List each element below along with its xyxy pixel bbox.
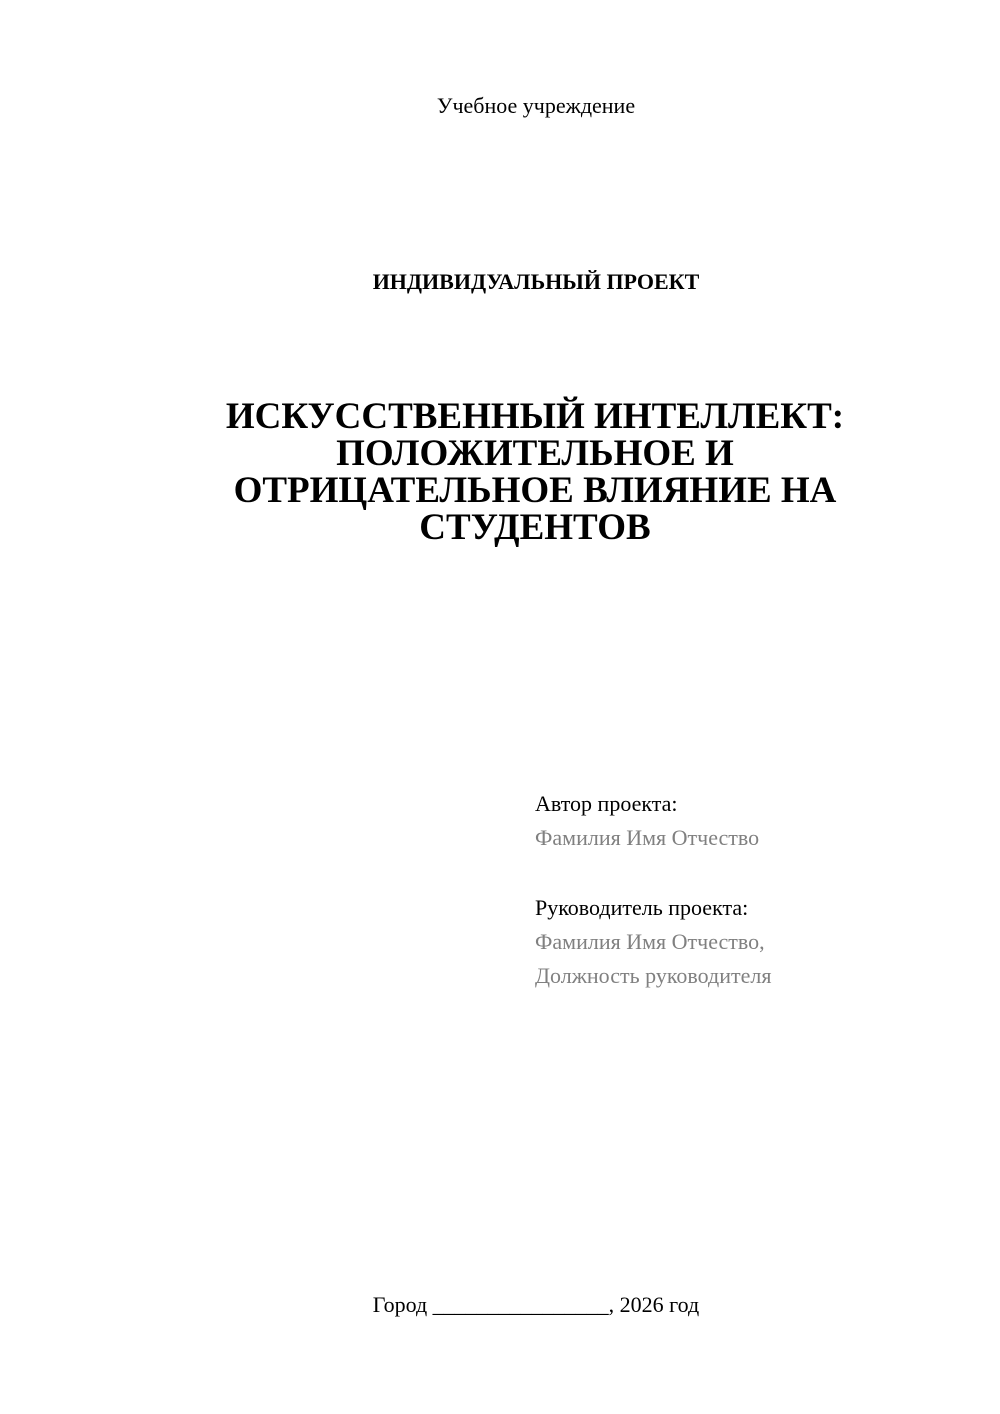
project-title-line: СТУДЕНТОВ [419, 507, 651, 548]
institution-name: Учебное учреждение [436, 93, 636, 118]
author-label: Автор проекта: [535, 791, 678, 816]
project-title-line: ПОЛОЖИТЕЛЬНОЕ И [336, 433, 734, 474]
supervisor-label: Руководитель проекта: [535, 895, 749, 920]
city-blank-line: ________________ [432, 1292, 609, 1317]
city-label: Город [372, 1292, 428, 1317]
credits-block [535, 787, 975, 993]
year-text: , 2026 год [608, 1292, 700, 1317]
project-title-line: ИСКУССТВЕННЫЙ ИНТЕЛЛЕКТ: [225, 396, 845, 437]
footer-city-year [0, 1290, 1000, 1320]
project-title [180, 398, 890, 546]
supervisor-name: Фамилия Имя Отчество, [535, 929, 765, 954]
author-name: Фамилия Имя Отчество [535, 825, 760, 850]
project-title-line: ОТРИЦАТЕЛЬНОЕ ВЛИЯНИЕ НА [233, 470, 837, 511]
credits-spacer [535, 855, 975, 891]
document-type: ИНДИВИДУАЛЬНЫЙ ПРОЕКТ [372, 269, 700, 294]
supervisor-position: Должность руководителя [535, 963, 772, 988]
